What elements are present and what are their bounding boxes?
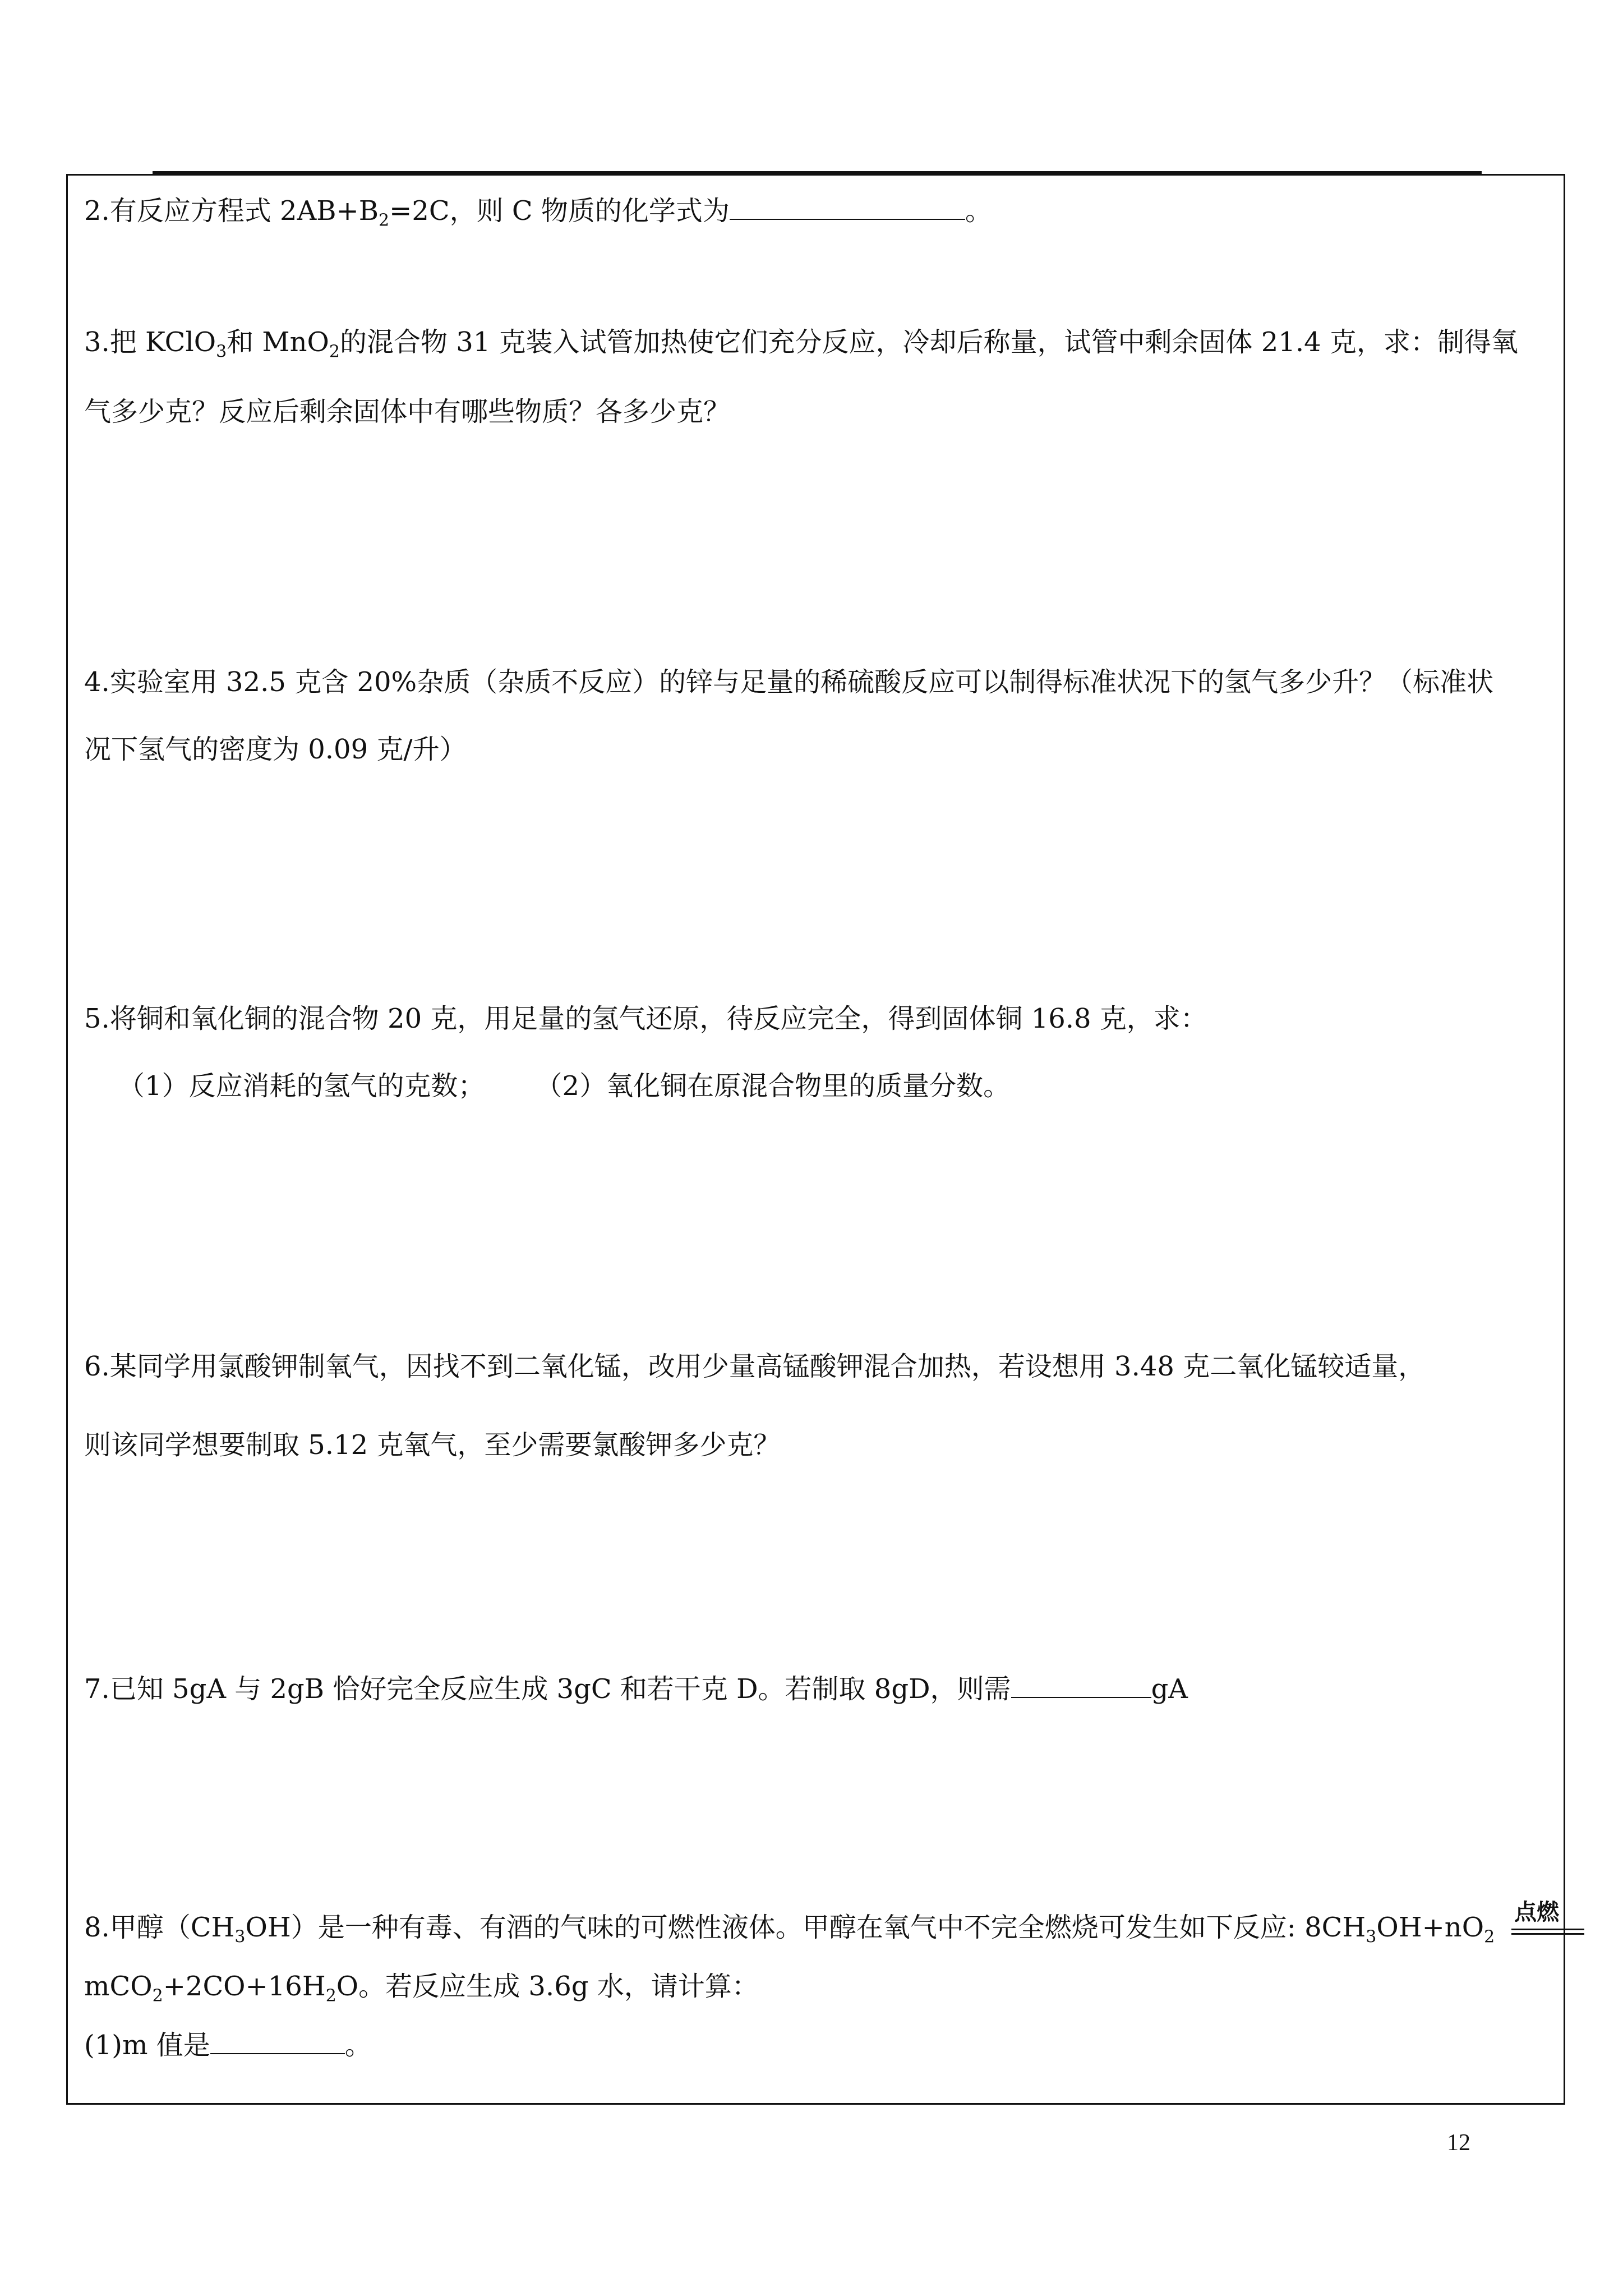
question-4-line-1: 4.实验室用 32.5 克含 20%杂质（杂质不反应）的锌与足量的稀硫酸反应可以制得标准状况下的氢气多少升？（标准状	[84, 666, 1494, 698]
answer-blank-q8[interactable]	[210, 2025, 345, 2054]
question-4-line-2: 况下氢气的密度为 0.09 克/升）	[84, 734, 467, 765]
question-5-line-2	[118, 1066, 1010, 1106]
question-8-line-3: (1)m 值是 。	[84, 2025, 372, 2065]
answer-blank-q7[interactable]	[1011, 1669, 1151, 1698]
question-frame	[66, 174, 1565, 2105]
question-7: 7.已知 5gA 与 2gB 恰好完全反应生成 3gC 和若干克 D。若制取 8gD，则需 gA	[84, 1669, 1188, 1709]
question-3-line-2: 气多少克？反应后剩余固体中有哪些物质？各多少克？	[84, 396, 731, 427]
question-6-line-2: 则该同学想要制取 5.12 克氧气，至少需要氯酸钾多少克？	[84, 1429, 781, 1461]
question-3-line-1: 3.把 KClO$_3$和 MnO$_2$的混合物 31 克装入试管加热使它们充分反应，冷却后称量，试管中剩余固体 21.4 克，求：制得氧	[84, 326, 1518, 362]
answer-blank-q2[interactable]	[730, 191, 965, 220]
page-number: 12	[1447, 2130, 1470, 2156]
question-2: 2.有反应方程式 $2AB+B_2=2C$，则 C 物质的化学式为 。	[84, 191, 992, 231]
question-8-line-1: 8.甲醇$(CH_3OH)$是一种有毒、有酒的气味的可燃性液体。甲醇在氧气中不完全燃烧可发生如下反应: $8CH_3OH+nO_2$ 点燃	[84, 1907, 1584, 1948]
question-6-line-1: 6.某同学用氯酸钾制氧气，因找不到二氧化锰，改用少量高锰酸钾混合加热，若设想用 3.48 克二氧化锰较适量，	[84, 1351, 1426, 1382]
ignition-condition-label: 点燃	[1514, 1899, 1560, 1925]
reaction-condition-arrow	[1511, 1899, 1584, 1948]
question-5-line-1: 5.将铜和氧化铜的混合物 20 克，用足量的氢气还原，待反应完全，得到固体铜 16.8 克，求：	[84, 1003, 1207, 1034]
question-5-part-1: （1）反应消耗的氢气的克数；	[118, 1070, 485, 1102]
question-5-part-2: （2）氧化铜在原混合物里的质量分数。	[535, 1070, 1011, 1102]
question-8-line-2: $mCO_2+2CO+16H_2O$。若反应生成 3.6g 水，请计算：	[84, 1971, 759, 2006]
